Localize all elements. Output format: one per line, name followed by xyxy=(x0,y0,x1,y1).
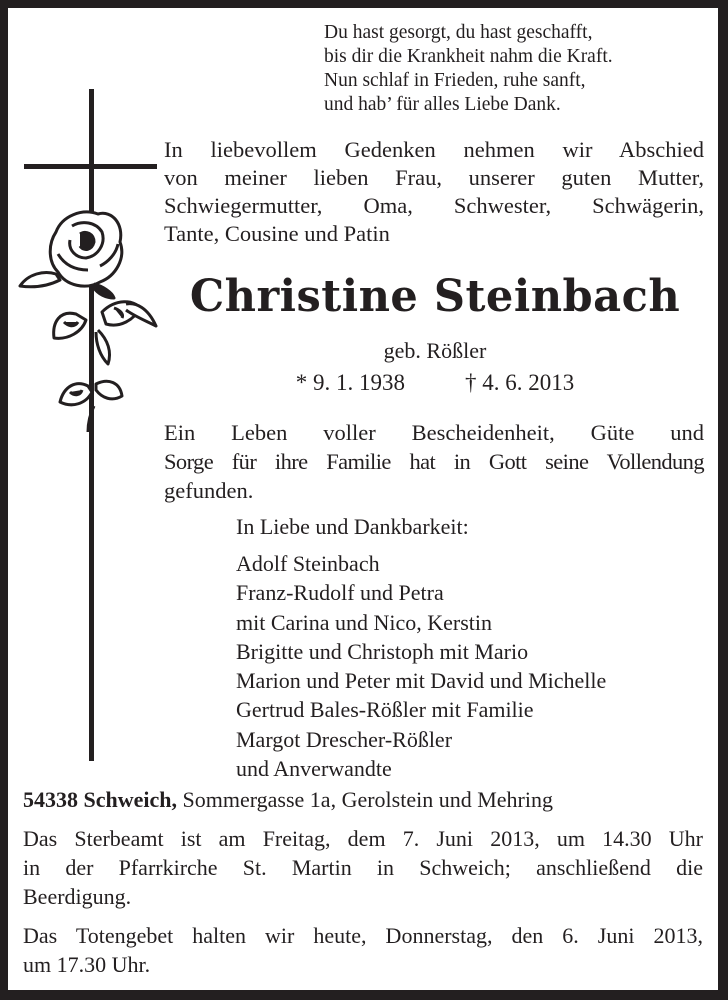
poem-line: Du hast gesorgt, du hast geschafft, xyxy=(324,22,593,43)
mourner-entry: Adolf Steinbach xyxy=(236,551,380,576)
poem xyxy=(324,21,613,117)
address-details: Sommergasse 1a, Gerolstein und Mehring xyxy=(177,787,553,812)
birth-date: * 9. 1. 1938 xyxy=(295,370,405,395)
funeral-line: Beerdigung. xyxy=(23,884,132,909)
tribute-line: Ein Leben voller Bescheidenheit, Güte und xyxy=(164,420,704,445)
address-city: 54338 Schweich, xyxy=(23,787,177,812)
maiden-name: geb. Rößler xyxy=(383,338,487,363)
funeral-info xyxy=(23,824,703,911)
death-date: † 4. 6. 2013 xyxy=(465,370,575,395)
intro-line: von meiner lieben Frau, unserer guten Mutter, xyxy=(164,165,704,190)
life-dates xyxy=(160,369,710,397)
rose-icon xyxy=(16,196,161,436)
mourner-entry: Margot Drescher-Rößler xyxy=(236,726,453,752)
prayer-line: um 17.30 Uhr. xyxy=(23,952,151,977)
tribute-line: Sorge für ihre Familie hat in Gott seine Vollendung xyxy=(164,449,704,474)
tribute-line: gefunden. xyxy=(164,478,254,503)
tribute-text xyxy=(164,418,704,505)
prayer-line: Das Totengebet halten wir heute, Donnerstag, den 6. Juni 2013, xyxy=(23,923,703,948)
mourner-entry: Gertrud Bales-Rößler mit Familie xyxy=(236,697,534,723)
funeral-line: in der Pfarrkirche St. Martin in Schweich; anschließend die xyxy=(23,855,703,880)
funeral-line: Das Sterbeamt ist am Freitag, dem 7. Juni 2013, um 14.30 Uhr xyxy=(23,826,703,851)
mourner-entry: Marion und Peter mit David und Michelle xyxy=(236,668,607,694)
mourners-list xyxy=(236,549,606,783)
mourners-heading: In Liebe und Dankbarkeit: xyxy=(236,514,469,539)
intro-text xyxy=(164,136,704,248)
mourner-entry: und Anverwandte xyxy=(236,756,392,782)
poem-line: Nun schlaf in Frieden, ruhe sanft, xyxy=(324,70,586,91)
prayer-info xyxy=(23,921,703,979)
deceased-name: Christine Steinbach xyxy=(189,271,681,322)
intro-line: In liebevollem Gedenken nehmen wir Abschied xyxy=(164,137,704,162)
cross-horizontal-beam xyxy=(24,164,157,169)
intro-line: Tante, Cousine und Patin xyxy=(164,221,390,246)
mourner-entry: Brigitte und Christoph mit Mario xyxy=(236,638,529,664)
mourner-entry: mit Carina und Nico, Kerstin xyxy=(236,609,493,635)
mourner-entry: Franz-Rudolf und Petra xyxy=(236,580,444,606)
poem-line: und hab’ für alles Liebe Dank. xyxy=(324,94,561,115)
address xyxy=(23,786,553,814)
poem-line: bis dir die Krankheit nahm die Kraft. xyxy=(324,46,613,67)
intro-line: Schwiegermutter, Oma, Schwester, Schwägerin, xyxy=(164,193,704,218)
